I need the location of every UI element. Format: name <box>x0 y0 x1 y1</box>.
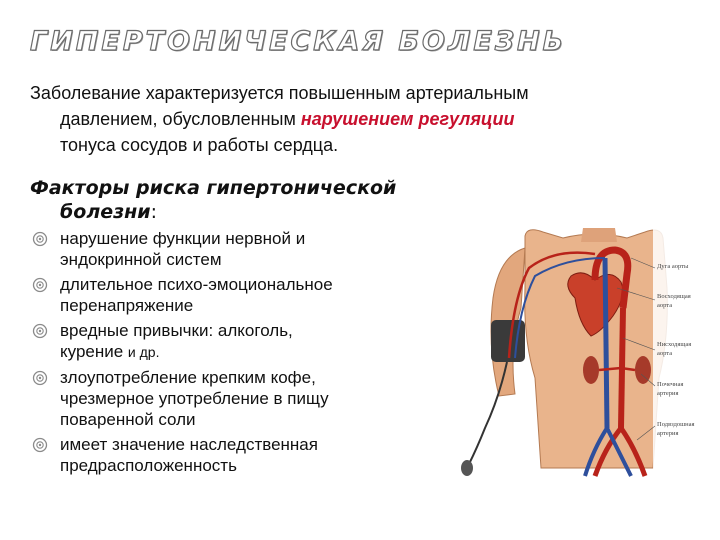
left-kidney <box>583 356 599 384</box>
list-item <box>30 274 430 316</box>
circled-dot-bullet-icon <box>32 231 48 247</box>
label-ascending-aorta-2: аорта <box>657 302 673 309</box>
list-item-line: имеет значение наследственная <box>60 435 318 454</box>
intro-line-3: тонуса сосудов и работы сердца. <box>60 135 339 155</box>
cardiovascular-anatomy-figure <box>455 228 700 478</box>
risk-factors-list <box>30 228 430 480</box>
list-item-line: злоупотребление крепким кофе, <box>60 368 316 387</box>
circled-dot-bullet-icon <box>32 370 48 386</box>
label-aortic-arch: Дуга аорты <box>657 263 689 270</box>
neck-shape <box>581 228 617 242</box>
list-item-line: курение <box>60 342 128 361</box>
anatomy-illustration <box>455 228 700 478</box>
factors-heading-line-1: Факторы риска гипертонической <box>30 177 397 199</box>
circled-dot-bullet-icon <box>32 323 48 339</box>
list-item-small-text: и др. <box>127 344 160 360</box>
list-item <box>30 434 430 476</box>
list-item <box>30 320 430 363</box>
list-item-line: эндокринной систем <box>60 250 222 269</box>
label-descending-aorta-1: Нисходящая <box>657 341 692 348</box>
list-item-line: перенапряжение <box>60 296 194 315</box>
intro-line-2-text: давлением, обусловленным <box>60 109 301 129</box>
label-iliac-artery-1: Подвздошная <box>657 421 695 428</box>
factors-heading-colon: : <box>150 201 158 223</box>
intro-line-2 <box>30 106 670 132</box>
label-iliac-artery-2: артерия <box>657 430 679 437</box>
factors-heading-line-2 <box>30 200 470 224</box>
list-item <box>30 367 430 430</box>
intro-paragraph <box>30 80 670 158</box>
label-descending-aorta-2: аорта <box>657 350 673 357</box>
vena-cava <box>605 258 607 428</box>
label-renal-artery-2: артерия <box>657 390 679 397</box>
list-item <box>30 228 430 270</box>
list-item-line: чрезмерное употребление в пищу <box>60 389 329 408</box>
factors-heading-word: болезни <box>60 201 151 223</box>
list-item-line: поваренной соли <box>60 410 196 429</box>
right-kidney <box>635 356 651 384</box>
list-item-line: вредные привычки: алкоголь, <box>60 321 293 340</box>
intro-line-1: Заболевание характеризуется повышенным артериальным <box>30 83 529 103</box>
list-item-line: длительное психо-эмоциональное <box>60 275 333 294</box>
label-renal-artery-1: Почечная <box>657 381 684 388</box>
circled-dot-bullet-icon <box>32 437 48 453</box>
list-item-line: нарушение функции нервной и <box>60 229 306 248</box>
list-item-line: предрасположенность <box>60 456 237 475</box>
bp-bulb <box>461 460 473 476</box>
factors-heading <box>30 176 470 224</box>
page-title: ГИПЕРТОНИЧЕСКАЯ БОЛЕЗНЬ <box>30 26 567 57</box>
label-ascending-aorta-1: Восходящая <box>657 293 691 300</box>
intro-highlight: нарушением регуляции <box>300 109 515 129</box>
circled-dot-bullet-icon <box>32 277 48 293</box>
